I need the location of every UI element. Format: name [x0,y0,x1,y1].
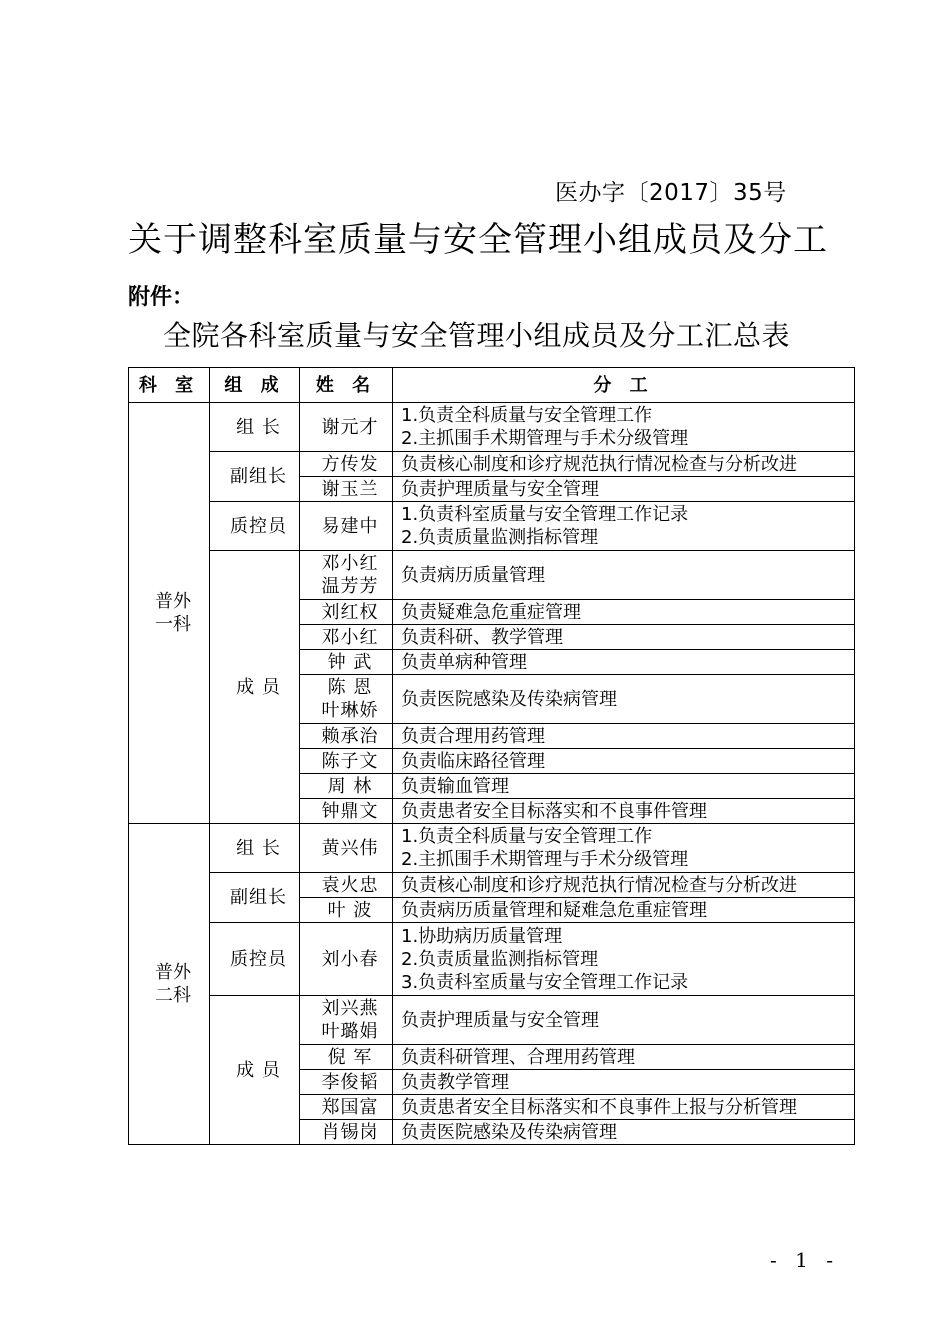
member-name-cell [300,551,393,600]
member-name: 李俊韬 [321,1071,379,1093]
member-name-cell [300,824,393,873]
duty-text: 2.负责质量监测指标管理 [401,948,599,970]
role-cell: 副组长 [210,873,300,923]
table-row [129,452,855,477]
member-name: 倪 军 [327,1046,373,1068]
duty-text: 负责医院感染及传染病管理 [401,1121,617,1143]
duty-cell [393,749,855,774]
member-name-cell [300,452,393,477]
member-name: 谢元才 [321,416,379,438]
table-row [129,502,855,551]
duty-cell [393,1070,855,1095]
duty-text: 1.负责全科质量与安全管理工作 [401,405,653,426]
member-name-cell [300,477,393,502]
document-title: 关于调整科室质量与安全管理小组成员及分工 [128,220,828,260]
duty-cell [393,996,855,1045]
duty-text: 负责护理质量与安全管理 [401,1009,599,1031]
table-row [129,873,855,898]
duty-text: 负责医院感染及传染病管理 [401,688,617,710]
duty-text: 负责病历质量管理 [401,564,545,586]
duty-text: 负责患者安全目标落实和不良事件管理 [401,800,707,822]
duty-text: 负责核心制度和诊疗规范执行情况检查与分析改进 [401,874,797,896]
member-name-cell [300,1070,393,1095]
member-name-cell [300,774,393,799]
duty-text: 负责核心制度和诊疗规范执行情况检查与分析改进 [401,453,797,475]
duty-text: 负责疑难急危重症管理 [401,601,581,623]
duty-text: 2.主抓围手术期管理与手术分级管理 [401,849,689,870]
column-header-duty: 分 工 [393,368,855,403]
role-cell: 质控员 [210,923,300,996]
role-cell: 组 长 [210,824,300,873]
member-name: 叶琳娇 [321,700,379,721]
column-header-name: 姓 名 [300,368,393,403]
member-name: 叶璐娟 [321,1021,379,1042]
duty-cell [393,551,855,600]
member-name: 钟鼎文 [321,800,379,822]
member-name: 刘红权 [321,601,379,623]
role-cell: 质控员 [210,502,300,551]
member-name: 黄兴伟 [321,837,379,859]
table-header-row [129,368,855,403]
member-name: 邓小红 [321,553,379,574]
member-name: 易建中 [321,515,379,537]
duty-text: 1.负责科室质量与安全管理工作记录 [401,504,689,525]
member-name-cell [300,1120,393,1145]
duty-text: 3.负责科室质量与安全管理工作记录 [401,971,689,993]
member-name: 钟 武 [327,651,373,673]
member-name: 赖承治 [321,725,379,747]
table-row [129,996,855,1045]
duty-cell [393,675,855,724]
member-name-cell [300,996,393,1045]
duty-text: 负责教学管理 [401,1071,509,1093]
table-row [129,923,855,996]
member-name: 周 林 [327,775,373,797]
member-name-cell [300,799,393,824]
duty-cell [393,799,855,824]
duty-cell [393,774,855,799]
duty-text: 负责科研、教学管理 [401,626,563,648]
duty-text: 负责病历质量管理和疑难急危重症管理 [401,899,707,921]
member-name: 肖锡岗 [321,1121,379,1143]
duty-cell [393,898,855,923]
role-cell: 副组长 [210,452,300,502]
column-header-department: 科 室 [129,368,210,403]
document-number: 医办字〔2017〕35号 [555,180,787,206]
member-name-cell [300,600,393,625]
member-name: 邓小红 [321,626,379,648]
member-name-cell [300,873,393,898]
attachment-label: 附件： [128,285,195,310]
member-name-cell [300,923,393,996]
member-name: 郑国富 [321,1096,379,1118]
role-cell: 成 员 [210,551,300,824]
member-name: 刘兴燕 [321,998,379,1019]
duty-text: 负责单病种管理 [401,651,527,673]
table-row [129,403,855,452]
member-name-cell [300,898,393,923]
column-header-role: 组 成 [210,368,300,403]
duty-text: 负责合理用药管理 [401,725,545,747]
member-name-cell [300,724,393,749]
duty-text: 负责患者安全目标落实和不良事件上报与分析管理 [401,1096,797,1118]
table-row [129,824,855,873]
duty-cell [393,1095,855,1120]
summary-table [128,367,855,1145]
duty-cell [393,1045,855,1070]
member-name-cell [300,403,393,452]
duty-cell [393,477,855,502]
member-name-cell [300,650,393,675]
duty-cell [393,873,855,898]
duty-cell [393,452,855,477]
member-name-cell [300,1095,393,1120]
member-name: 陈子文 [321,750,379,772]
role-cell: 成 员 [210,996,300,1145]
member-name: 刘小春 [321,948,379,970]
member-name-cell [300,749,393,774]
member-name: 叶 波 [327,899,373,921]
table-title: 全院各科室质量与安全管理小组成员及分工汇总表 [163,319,791,352]
member-name-cell [300,675,393,724]
duty-text: 1.负责全科质量与安全管理工作 [401,826,653,847]
member-name: 方传发 [321,453,379,475]
duty-cell [393,650,855,675]
duty-text: 2.负责质量监测指标管理 [401,527,599,548]
member-name: 袁火忠 [321,874,379,896]
duty-cell [393,1120,855,1145]
duty-text: 负责科研管理、合理用药管理 [401,1046,635,1068]
duty-cell [393,403,855,452]
duty-text: 负责输血管理 [401,775,509,797]
member-name: 温芳芳 [321,576,379,597]
duty-cell [393,502,855,551]
member-name: 陈 恩 [327,677,373,698]
page-number: - 1 - [770,1248,839,1272]
duty-cell [393,724,855,749]
duty-text: 1.协助病历质量管理 [401,925,563,947]
duty-text: 负责护理质量与安全管理 [401,478,599,500]
department-cell: 普外 二科 [129,824,210,1145]
member-name-cell [300,1045,393,1070]
table-body [129,403,855,1145]
member-name-cell [300,502,393,551]
department-cell: 普外 一科 [129,403,210,824]
member-name-cell [300,625,393,650]
table-row [129,551,855,600]
duty-text: 2.主抓围手术期管理与手术分级管理 [401,428,689,449]
duty-cell [393,923,855,996]
duty-cell [393,824,855,873]
role-cell: 组 长 [210,403,300,452]
duty-cell [393,600,855,625]
member-name: 谢玉兰 [321,478,379,500]
duty-text: 负责临床路径管理 [401,750,545,772]
duty-cell [393,625,855,650]
